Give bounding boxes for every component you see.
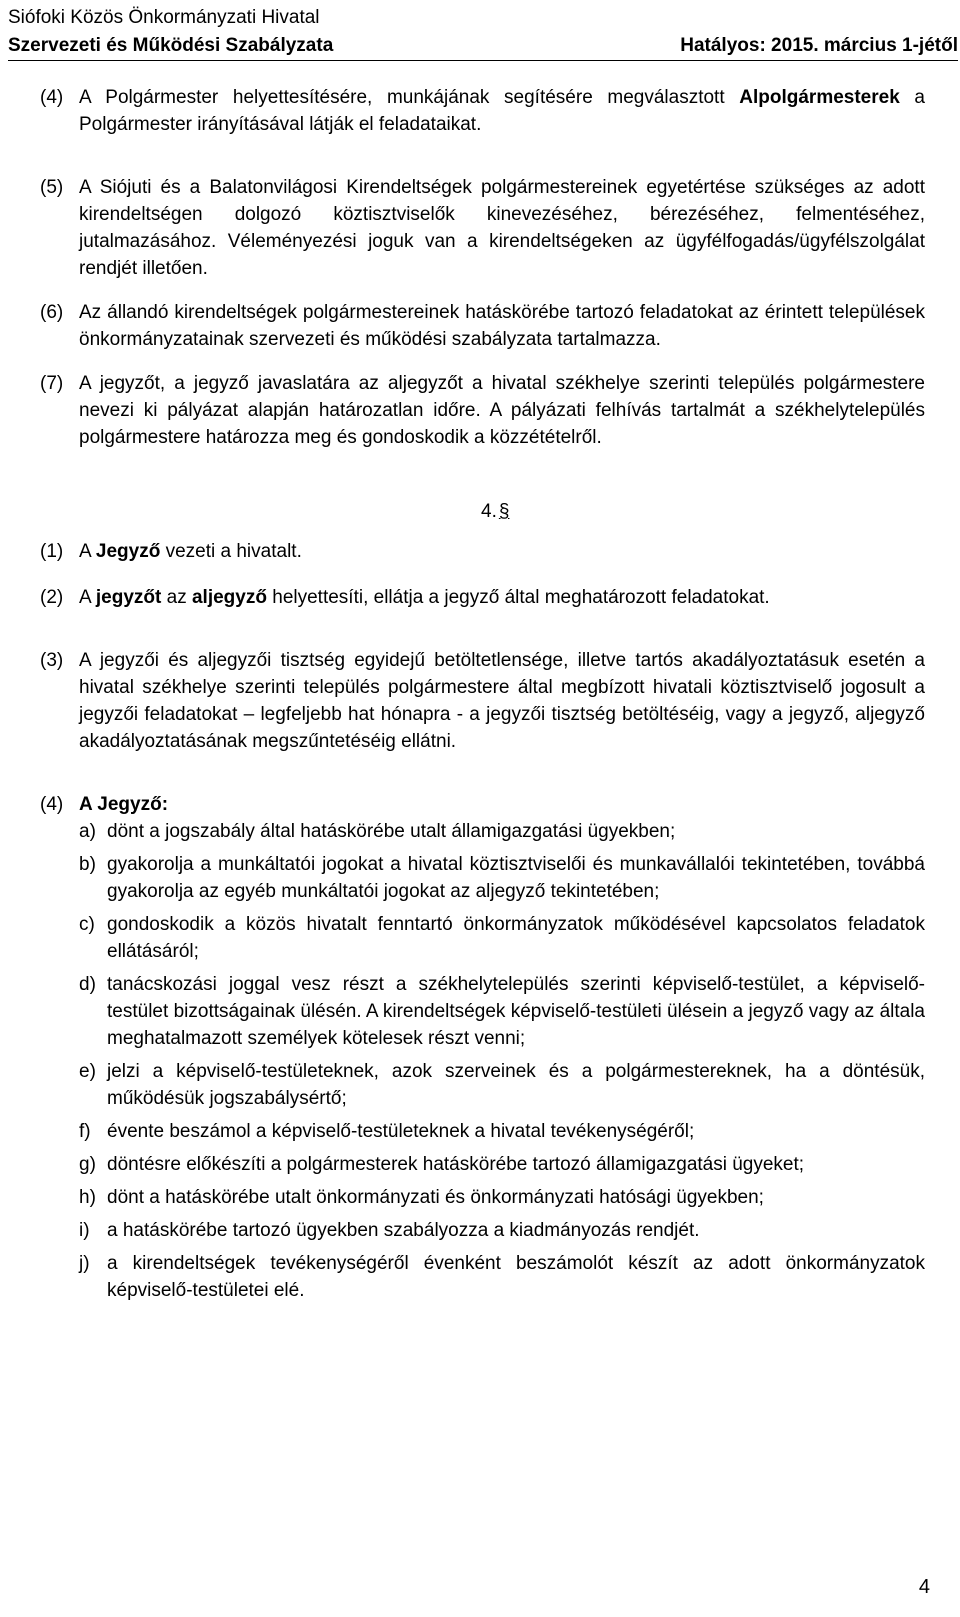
header-organization: Siófoki Közös Önkormányzati Hivatal [8,7,320,28]
paragraph-text: A Polgármester helyettesítésére, munkájának segítésére megválasztott [79,87,740,108]
bold-term: Jegyző [95,541,161,562]
paragraph-number: (7) [40,373,64,394]
bold-term: Alpolgármesterek [739,87,900,108]
paragraph-number: (1) [40,541,64,562]
list-item-text: tanácskozási joggal vesz részt a székhelytelepülés szerinti képviselő-testület, a képviselő-testület bizottságainak ülésén. A kirendeltségek képviselő-testületi ülésein a jegyző vagy az általa meghatalmazott személyek kötelesek részt venni; [107,974,925,1049]
section-number: 4. § [481,498,509,525]
list-item [79,1184,925,1211]
list-item-text: döntésre előkészíti a polgármesterek hatáskörébe tartozó államigazgatási ügyeket; [107,1154,805,1175]
paragraph-7 [40,370,925,451]
paragraph-number: (6) [40,302,64,323]
list-item [79,971,925,1052]
header-line-2 [8,32,958,60]
list-item-text: a hatáskörébe tartozó ügyekben szabályozza a kiadmányozás rendjét. [107,1220,700,1241]
list-item-label: f) [79,1121,91,1142]
header-divider [8,60,958,61]
section-paragraph-4 [40,791,925,818]
header-line-1 [8,4,958,32]
list-item-text: a kirendeltségek tevékenységéről évenként beszámolót készít az adott önkormányzatok képviselő-testületei elé. [107,1253,925,1301]
page-header [8,4,958,60]
paragraph-number: (2) [40,587,64,608]
bold-term: jegyzőt [95,587,162,608]
list-item [79,911,925,965]
paragraph-number: (3) [40,650,64,671]
paragraph-number: (4) [40,87,64,108]
document-body [40,84,925,1304]
list-item [79,1250,925,1304]
header-document-title: Szervezeti és Működési Szabályzata [8,35,334,56]
list-item-label: b) [79,854,96,875]
paragraph-number: (4) [40,794,64,815]
paragraph-5 [40,174,925,282]
list-item [79,1058,925,1112]
header-effective-date: Hatályos: 2015. március 1-jétől [680,35,958,56]
list-item [79,851,925,905]
page-number: 4 [918,1576,930,1598]
list-item-label: c) [79,914,95,935]
paragraph-text: az [161,587,192,608]
paragraph-text: A jegyzőt, a jegyző javaslatára az aljegyzőt a hivatal székhelye szerinti település polgármestere nevezi ki pályázat alapján határozatlan időre. A pályázati felhívás tartalmát a székhelytelepülés polgármestere határozza meg és gondoskodik a közzétételről. [79,373,925,448]
list-item [79,1151,925,1178]
section-paragraph-3 [40,647,925,755]
list-item [79,1118,925,1145]
list-item-text: dönt a hatáskörébe utalt önkormányzati és önkormányzati hatósági ügyekben; [107,1187,764,1208]
section-heading [40,498,925,522]
duties-list [40,818,925,1304]
paragraph-text: A [79,587,96,608]
section-paragraph-2 [40,584,925,611]
paragraph-number: (5) [40,177,64,198]
paragraph-text: a Polgármester irányításával látják el feladataikat. [79,87,925,135]
paragraph-text: vezeti a hivatalt. [160,541,302,562]
paragraph-text: Az állandó kirendeltségek polgármestereinek hatáskörébe tartozó feladatokat az érintett települések önkormányzatainak szervezeti és működési szabályzata tartalmazza. [79,302,925,350]
list-item [79,1217,925,1244]
section-paragraph-1 [40,538,925,565]
list-item-label: e) [79,1061,96,1082]
paragraph-text: A Siójuti és a Balatonvilágosi Kirendeltségek polgármestereinek egyetértése szükséges az adott kirendeltségen dolgozó köztisztviselők kinevezéséhez, bérezéséhez, felmentéséhez, jutalmazásához. Véleményezési joguk van a kirendeltségeken az ügyfélfogadás/ügyfélszolgálat rendjét illetően. [79,177,925,279]
paragraph-6 [40,299,925,353]
list-item-label: i) [79,1220,90,1241]
list-item [79,818,925,845]
list-item-label: g) [79,1154,96,1175]
list-item-label: d) [79,974,96,995]
list-item-text: évente beszámol a képviselő-testületeknek a hivatal tevékenységéről; [107,1121,695,1142]
list-item-label: h) [79,1187,96,1208]
bold-term: aljegyző [191,587,267,608]
paragraph-4 [40,84,925,138]
list-item-text: gyakorolja a munkáltatói jogokat a hivatal köztisztviselői és munkavállalói tekintetében, továbbá gyakorolja az egyéb munkáltatói jogokat az aljegyző tekintetében; [107,854,925,902]
list-heading: A Jegyző: [79,794,169,815]
paragraph-text: helyettesíti, ellátja a jegyző által meghatározott feladatokat. [266,587,770,608]
paragraph-text: A jegyzői és aljegyzői tisztség egyidejű betöltetlensége, illetve tartós akadályoztatásuk esetén a hivatal székhelye szerinti település polgármestere által megbízott hivatali köztisztviselő jogosult a jegyzői feladatokat – legfeljebb hat hónapra - a jegyzői tisztség betöltéséig, vagy a jegyző, aljegyző akadályoztatásának megszűntetéséig ellátni. [79,650,925,752]
paragraph-text: A [79,541,96,562]
list-item-text: jelzi a képviselő-testületeknek, azok szerveinek és a polgármestereknek, ha a döntésük, működésük jogszabálysértő; [107,1061,925,1109]
list-item-label: a) [79,821,96,842]
list-item-text: gondoskodik a közös hivatalt fenntartó önkormányzatok működésével kapcsolatos feladatok ellátásáról; [107,914,925,962]
list-item-label: j) [79,1253,90,1274]
list-item-text: dönt a jogszabály által hatáskörébe utalt államigazgatási ügyekben; [107,821,676,842]
